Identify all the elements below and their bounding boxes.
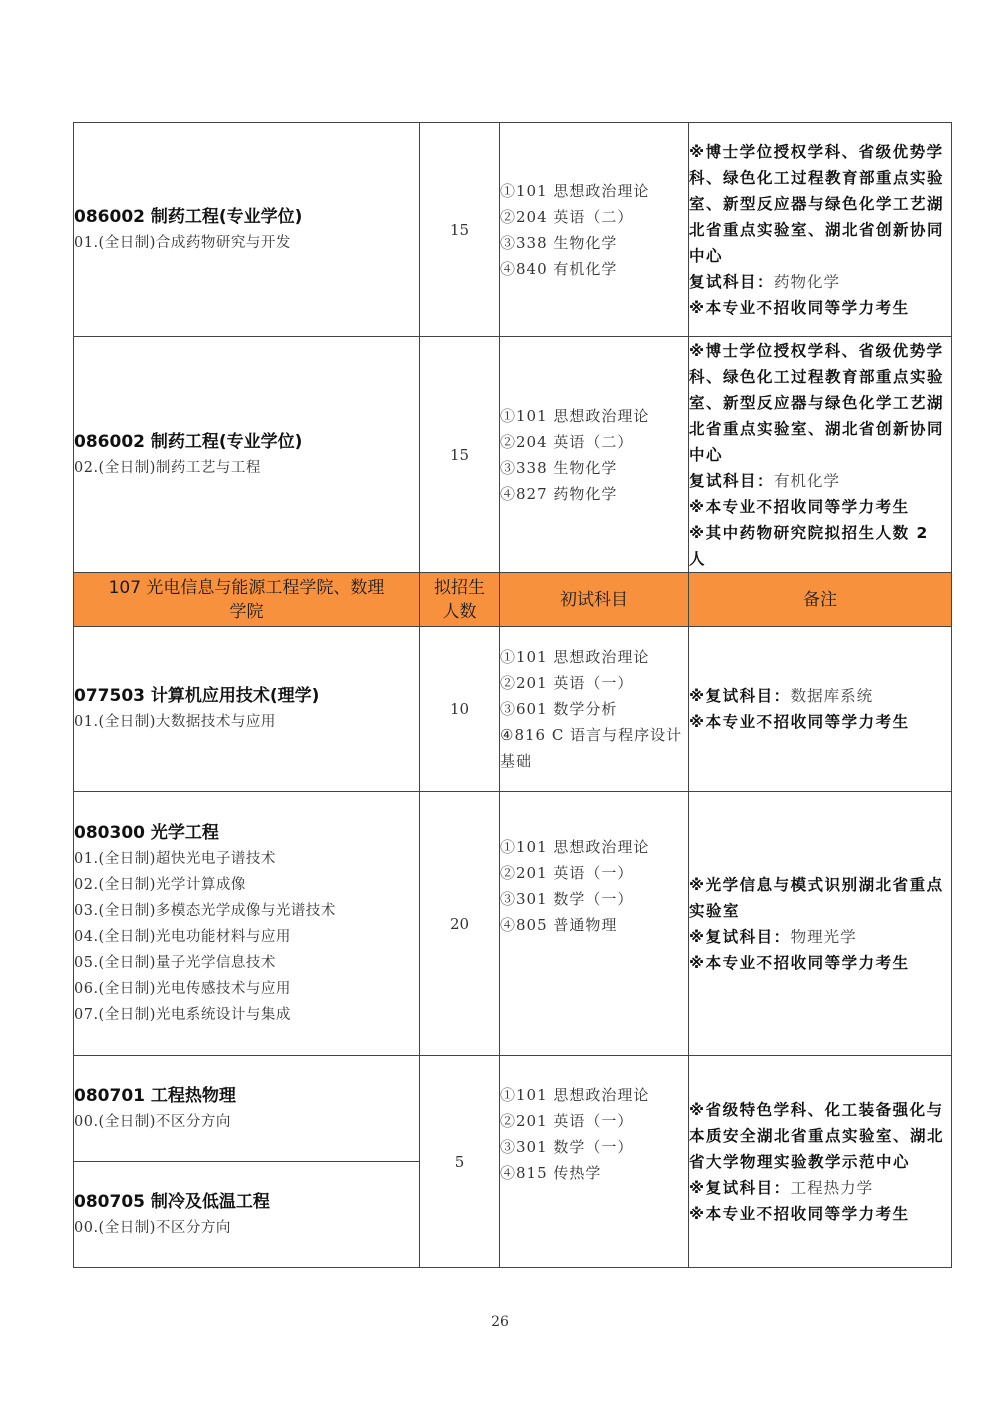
- note-line: ※本专业不招收同等学力考生: [689, 953, 910, 972]
- subject-item: ①101 思想政治理论: [500, 838, 650, 856]
- subject-item: ③338 生物化学: [500, 458, 618, 477]
- subject-item: ②204 英语（二）: [500, 432, 634, 451]
- note-line: [689, 269, 951, 295]
- direction-item: 02.(全日制)光学计算成像: [74, 876, 246, 893]
- direction-item: 01.(全日制)合成药物研究与开发: [74, 234, 291, 251]
- subject-item: ③301 数学（一）: [500, 1138, 634, 1156]
- quota-cell: 20: [420, 792, 500, 1056]
- note-label: ※复试科目：: [689, 687, 791, 705]
- subjects-cell: [500, 337, 689, 573]
- table-row: [74, 627, 952, 792]
- note-label: 复试科目：: [689, 471, 775, 490]
- program-title: 080705 制冷及低温工程: [74, 1191, 270, 1212]
- note-line: [689, 683, 951, 709]
- note-label: ※复试科目：: [689, 1178, 791, 1197]
- subject-item: ④816 C 语言与程序设计基础: [500, 726, 683, 770]
- subjects-cell: [500, 1056, 689, 1268]
- subject-item: ③601 数学分析: [500, 700, 618, 718]
- table-row: [74, 337, 952, 573]
- direction-item: 03.(全日制)多模态光学成像与光谱技术: [74, 902, 336, 919]
- subject-item: ①101 思想政治理论: [500, 1086, 650, 1104]
- direction-item: 06.(全日制)光电传感技术与应用: [74, 980, 291, 997]
- subject-item: ③301 数学（一）: [500, 890, 634, 908]
- program-cell: [74, 1162, 420, 1268]
- notes-cell: [689, 123, 952, 337]
- note-label: ※复试科目：: [689, 927, 791, 946]
- quota-cell: 5: [420, 1056, 500, 1268]
- notes-cell: [689, 337, 952, 573]
- subjects-cell: [500, 627, 689, 792]
- subject-item: ②204 英语（二）: [500, 207, 634, 226]
- program-cell: [74, 123, 420, 337]
- subject-item: ④840 有机化学: [500, 259, 618, 278]
- notes-cell: [689, 792, 952, 1056]
- direction-item: 07.(全日制)光电系统设计与集成: [74, 1006, 291, 1023]
- subject-item: ③338 生物化学: [500, 233, 618, 252]
- program-cell: [74, 337, 420, 573]
- college-header-row: [74, 573, 952, 627]
- program-title: 080701 工程热物理: [74, 1085, 236, 1106]
- program-cell: [74, 1056, 420, 1162]
- note-value: 物理光学: [790, 927, 857, 946]
- header-subjects: 初试科目: [500, 573, 689, 627]
- quota-cell: 10: [420, 627, 500, 792]
- subject-item: ②201 英语（一）: [500, 674, 634, 692]
- notes-cell: [689, 627, 952, 792]
- note-line: ※省级特色学科、化工装备强化与本质安全湖北省重点实验室、湖北省大学物理实验教学示范中心: [689, 1100, 945, 1171]
- note-line: ※本专业不招收同等学力考生: [689, 497, 910, 516]
- direction-item: 01.(全日制)超快光电子谱技术: [74, 850, 276, 867]
- subject-item: ④827 药物化学: [500, 484, 618, 503]
- header-quota: 拟招生人数: [420, 573, 500, 627]
- program-cell: [74, 792, 420, 1056]
- subjects-cell: [500, 792, 689, 1056]
- direction-item: 00.(全日制)不区分方向: [74, 1113, 231, 1130]
- note-line: ※本专业不招收同等学力考生: [689, 298, 910, 317]
- program-title: 077503 计算机应用技术(理学): [74, 686, 320, 706]
- subject-item: ④805 普通物理: [500, 916, 618, 934]
- college-name: 107 光电信息与能源工程学院、数理学院: [74, 573, 420, 627]
- note-line: ※博士学位授权学科、省级优势学科、绿色化工过程教育部重点实验室、新型反应器与绿色化学工艺湖北省重点实验室、湖北省创新协同中心: [689, 142, 945, 265]
- subjects-cell: [500, 123, 689, 337]
- note-line: [689, 468, 951, 494]
- note-value: 有机化学: [774, 471, 841, 490]
- subject-item: ①101 思想政治理论: [500, 181, 650, 200]
- page-number: 26: [491, 1314, 509, 1330]
- table-row: [74, 1056, 952, 1162]
- table-row: [74, 123, 952, 337]
- program-title: 086002 制药工程(专业学位): [74, 431, 303, 452]
- note-line: ※博士学位授权学科、省级优势学科、绿色化工过程教育部重点实验室、新型反应器与绿色化学工艺湖北省重点实验室、湖北省创新协同中心: [689, 341, 945, 464]
- note-value: 药物化学: [774, 272, 841, 291]
- direction-item: 02.(全日制)制药工艺与工程: [74, 459, 261, 476]
- note-value: 数据库系统: [790, 687, 874, 705]
- subject-item: ②201 英语（一）: [500, 864, 634, 882]
- direction-item: 04.(全日制)光电功能材料与应用: [74, 928, 291, 945]
- subject-item: ②201 英语（一）: [500, 1112, 634, 1130]
- admissions-table: [73, 122, 952, 1268]
- program-title: 080300 光学工程: [74, 822, 219, 843]
- note-line: ※本专业不招收同等学力考生: [689, 713, 910, 731]
- direction-item: 05.(全日制)量子光学信息技术: [74, 954, 276, 971]
- subject-item: ④815 传热学: [500, 1164, 602, 1182]
- quota-cell: 15: [420, 337, 500, 573]
- direction-item: 00.(全日制)不区分方向: [74, 1219, 231, 1236]
- quota-cell: 15: [420, 123, 500, 337]
- note-line: [689, 924, 951, 950]
- table-row: [74, 792, 952, 1056]
- program-title: 086002 制药工程(专业学位): [74, 206, 303, 227]
- note-label: 复试科目：: [689, 272, 775, 291]
- note-value: 工程热力学: [790, 1178, 874, 1197]
- subject-item: ①101 思想政治理论: [500, 648, 650, 666]
- notes-cell: [689, 1056, 952, 1268]
- header-notes: 备注: [689, 573, 952, 627]
- note-line: [689, 1175, 951, 1201]
- note-line: ※光学信息与模式识别湖北省重点实验室: [689, 875, 944, 920]
- note-line: ※其中药物研究院拟招生人数 2 人: [689, 523, 929, 568]
- direction-item: 01.(全日制)大数据技术与应用: [74, 714, 276, 730]
- note-line: ※本专业不招收同等学力考生: [689, 1204, 910, 1223]
- subject-item: ①101 思想政治理论: [500, 406, 650, 425]
- program-cell: [74, 627, 420, 792]
